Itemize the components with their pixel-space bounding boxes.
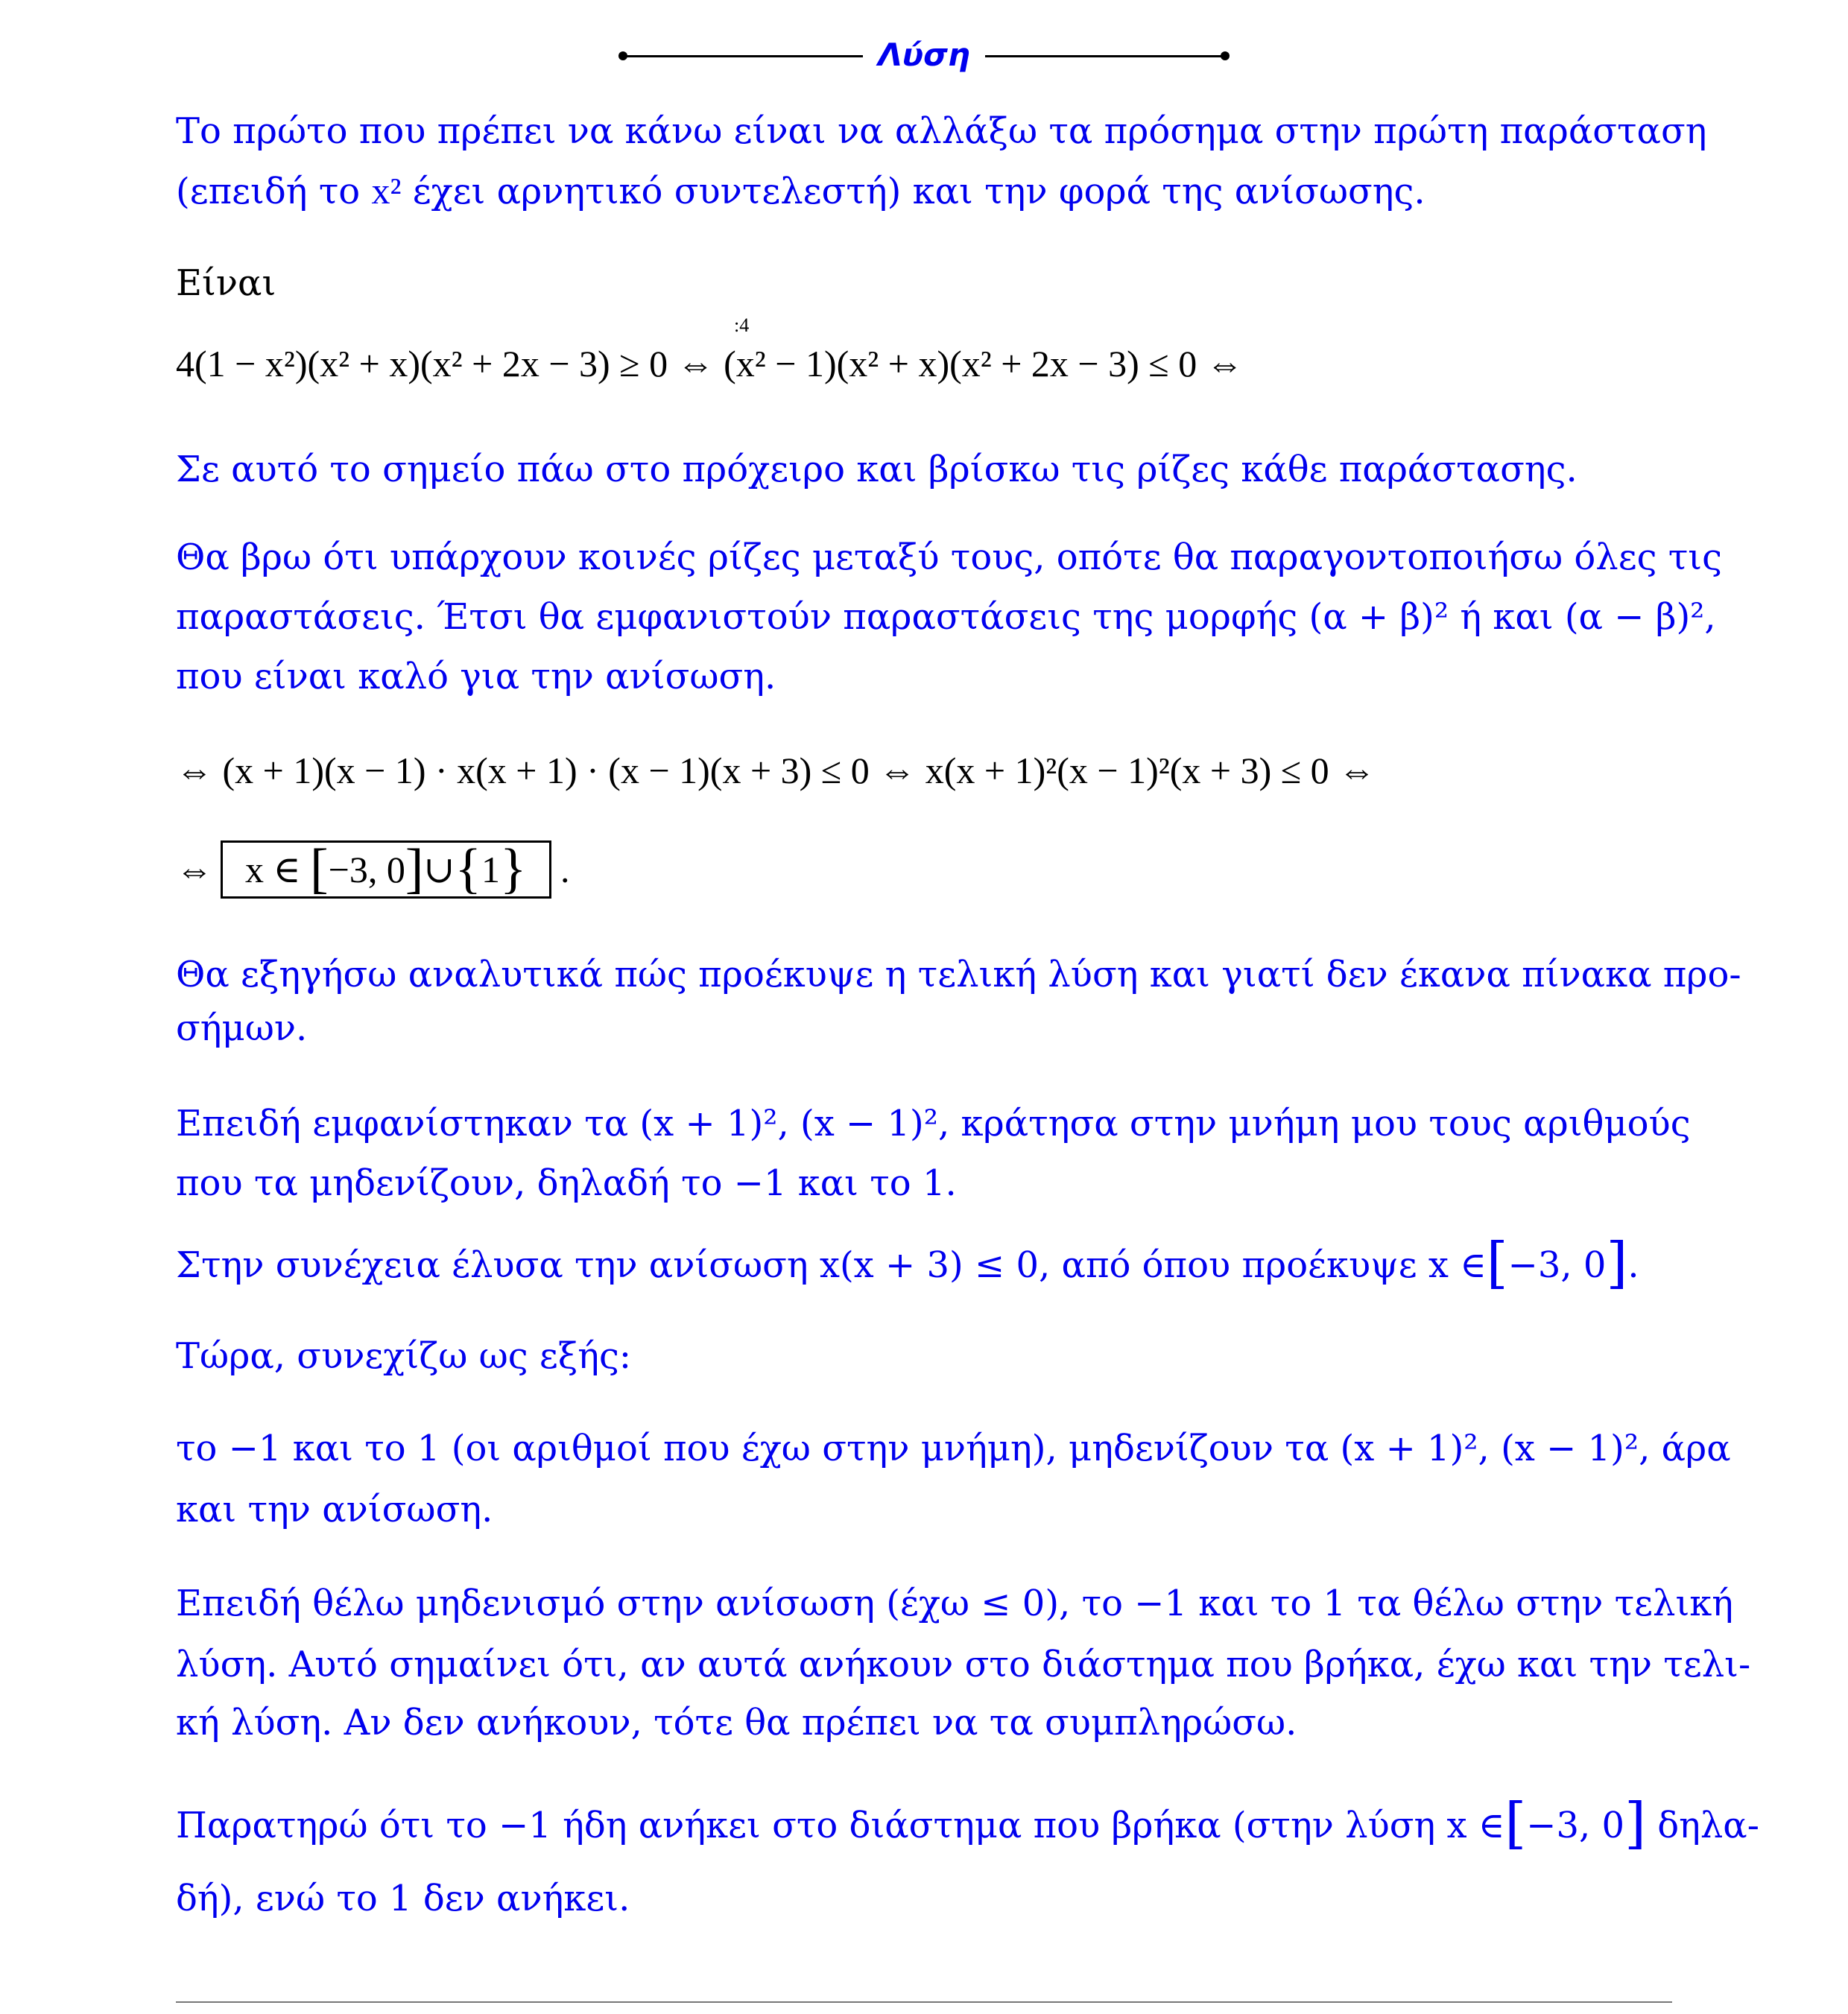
- header-right-rule: [985, 55, 1225, 57]
- equation-1-right: ⇔ (x² − 1)(x² + x)(x² + 2x − 3) ≤ 0 ⇔: [677, 343, 1244, 384]
- paragraph-9-line-2: λύση. Αυτό σημαίνει ότι, αν αυτά ανήκουν στο διάστημα που βρήκα, έχω και την τελι-: [176, 1644, 1751, 1685]
- header-left-rule: [623, 55, 863, 57]
- left-bracket: [: [310, 838, 329, 899]
- paragraph-5-line-1: Επειδή εμφανίστηκαν τα (x + 1)², (x − 1)², κράτησα στην μνήμη μου τους αριθμούς: [176, 1103, 1691, 1144]
- p1-x-squared: x²: [371, 170, 402, 212]
- paragraph-5-line-2: που τα μηδενίζουν, δηλαδή το −1 και το 1.: [176, 1162, 957, 1204]
- p6-text: Στην συνέχεια έλυσα την ανίσωση x(x + 3) ≤ 0, από όπου προέκυψε x ∈: [176, 1244, 1487, 1286]
- equation-3: [176, 840, 570, 899]
- equation-1: [176, 341, 1244, 386]
- paragraph-3-line-3: που είναι καλό για την ανίσωση.: [176, 656, 776, 697]
- paragraph-10-line-1: [176, 1791, 1759, 1855]
- equation-2: ⇔ (x + 1)(x − 1) · x(x + 1) · (x − 1)(x + 3) ≤ 0 ⇔ x(x + 1)²(x − 1)²(x + 3) ≤ 0 ⇔: [176, 750, 1376, 791]
- header-right-dot: [1221, 51, 1230, 60]
- p6-right-bracket: ]: [1606, 1231, 1628, 1295]
- answer-x-in: x ∈: [245, 849, 301, 890]
- paragraph-9-line-1: Επειδή θέλω μηδενισμό στην ανίσωση (έχω ≤ 0), το −1 και το 1 τα θέλω στην τελική: [176, 1583, 1734, 1624]
- equation-1-left: 4(1 − x²)(x² + x)(x² + 2x − 3) ≥ 0: [176, 343, 668, 384]
- p6-period: .: [1627, 1244, 1639, 1286]
- bottom-divider: [176, 2001, 1672, 2003]
- boxed-answer: [221, 840, 551, 899]
- solution-title: Λύση: [878, 37, 970, 73]
- p10-interval: −3, 0: [1526, 1805, 1625, 1846]
- equivalence-arrow: ⇔: [176, 849, 213, 890]
- p10-right-bracket: ]: [1624, 1791, 1646, 1855]
- left-brace: {: [455, 838, 481, 899]
- paragraph-10-line-2: δή), ενώ το 1 δεν ανήκει.: [176, 1878, 630, 1919]
- answer-union: ∪: [423, 849, 455, 890]
- p1-text-b: έχει αρνητικό συντελεστή) και την φορά της ανίσωσης.: [401, 171, 1425, 212]
- paragraph-2: Σε αυτό το σημείο πάω στο πρόχειρο και βρίσκω τις ρίζες κάθε παράστασης.: [176, 449, 1578, 490]
- paragraph-7: Τώρα, συνεχίζω ως εξής:: [176, 1335, 632, 1377]
- einai-label: Είναι: [176, 262, 276, 304]
- p6-left-bracket: [: [1486, 1231, 1508, 1295]
- p10-text-c: δηλα-: [1645, 1805, 1759, 1846]
- paragraph-3-line-2: παραστάσεις. Έτσι θα εμφανιστούν παραστάσεις της μορφής (α + β)² ή και (α − β)²,: [176, 596, 1716, 638]
- p10-left-bracket: [: [1504, 1791, 1527, 1855]
- solution-header: [618, 33, 1230, 77]
- right-brace: }: [499, 838, 527, 899]
- paragraph-3-line-1: Θα βρω ότι υπάρχουν κοινές ρίζες μεταξύ τους, οπότε θα παραγοντοποιήσω όλες τις: [176, 536, 1722, 578]
- paragraph-4-line-1: Θα εξηγήσω αναλυτικά πώς προέκυψε η τελική λύση και γιατί δεν έκανα πίνακα προ-: [176, 954, 1741, 995]
- paragraph-9-line-3: κή λύση. Αν δεν ανήκουν, τότε θα πρέπει να τα συμπληρώσω.: [176, 1702, 1297, 1744]
- p6-interval: −3, 0: [1507, 1244, 1607, 1286]
- paragraph-4-line-2: σήμων.: [176, 1007, 308, 1049]
- p10-text-a: Παρατηρώ ότι το −1 ήδη ανήκει στο διάστημα που βρήκα (στην λύση x ∈: [176, 1805, 1505, 1846]
- paragraph-8-line-2: και την ανίσωση.: [176, 1489, 493, 1530]
- right-bracket: ]: [405, 838, 424, 899]
- answer-period: .: [560, 849, 570, 890]
- answer-interval: −3, 0: [328, 849, 405, 890]
- divide-by-4-annotation: :4: [734, 314, 750, 336]
- paragraph-1-line-1: Το πρώτο που πρέπει να κάνω είναι να αλλάξω τα πρόσημα στην πρώτη παράσταση: [176, 110, 1707, 152]
- p1-text-a: (επειδή το: [176, 171, 372, 212]
- paragraph-1-line-2: [176, 168, 1425, 214]
- paragraph-6: [176, 1231, 1639, 1295]
- answer-singleton: 1: [481, 849, 500, 890]
- paragraph-8-line-1: το −1 και το 1 (οι αριθμοί που έχω στην μνήμη), μηδενίζουν τα (x + 1)², (x − 1)², άρα: [176, 1428, 1731, 1469]
